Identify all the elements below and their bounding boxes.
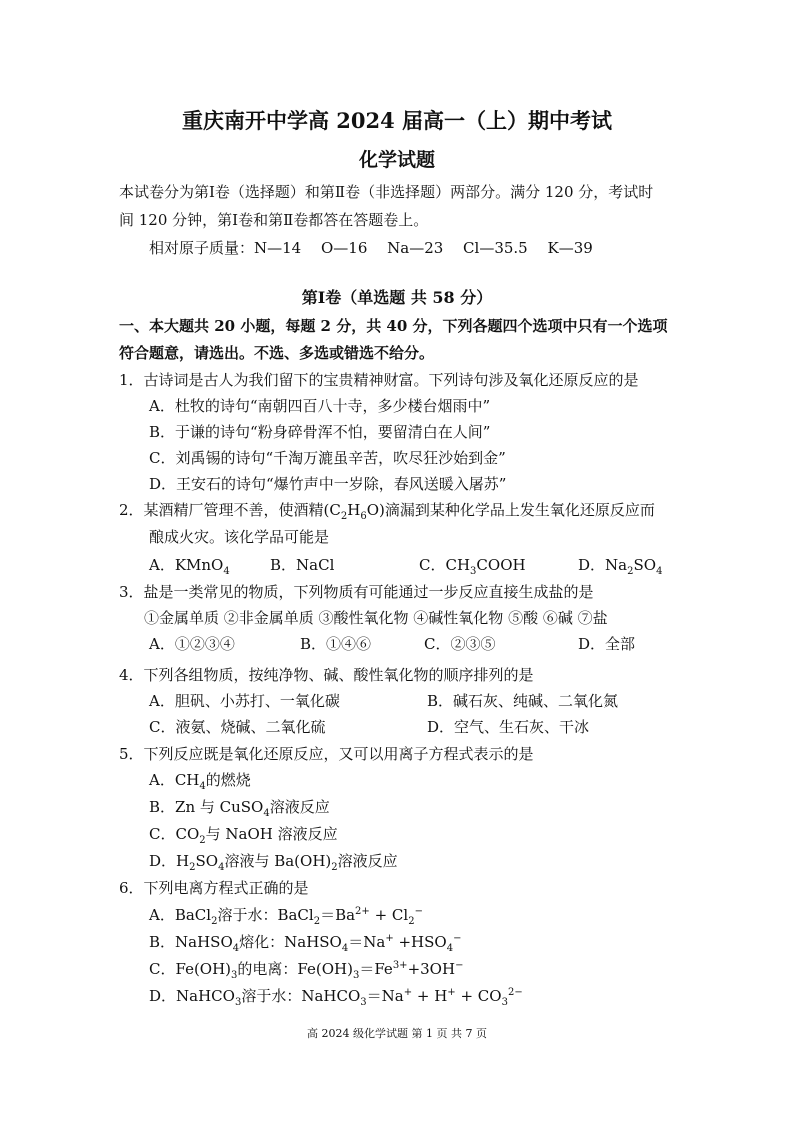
- exam-title: 重庆南开中学高 2024 届高一（上）期中考试: [181, 108, 613, 133]
- q6-option-d: D．NaHCO$_3$溶于水：NaHCO$_3$＝Na+ + $H^+ + CO_3^{2-}$: [149, 987, 523, 1008]
- section-instruction-1: 一、本大题共 20 小题，每题 2 分，共 40 分，下列各题四个选项中只有一个选项: [119, 317, 668, 335]
- q6-option-c: C．$Fe(OH)_3$的电离：$Fe(OH)_3=Fe^{3+}+3OH^-$: [149, 960, 464, 981]
- q4-stem: 4．下列各组物质，按纯净物、碱、酸性氧化物的顺序排列的是: [119, 666, 534, 684]
- q4-option-c: C．液氨、烧碱、二氧化硫: [149, 718, 326, 736]
- section-instruction-2: 符合题意，请选出。不选、多选或错选不给分。: [119, 344, 435, 362]
- q1-option-c: C．刘禹锡的诗句“千淘万漉虽辛苦，吹尽狂沙始到金”: [149, 449, 506, 467]
- q1-option-d: D．王安石的诗句“爆竹声中一岁除，春风送暖入屠苏”: [149, 475, 507, 493]
- page-footer: 高 2024 级化学试题 第 1 页 共 7 页: [307, 1027, 487, 1040]
- q1-option-b: B．于谦的诗句“粉身碎骨浑不怕，要留清白在人间”: [149, 423, 491, 441]
- q5-option-d: D．$H_2SO_4$溶液与 $Ba(OH)_2$溶液反应: [149, 852, 398, 873]
- q2-option-c: C．$CH_3COOH$: [419, 556, 526, 577]
- q2-option-a: A．KMnO$_4$: [149, 556, 230, 577]
- q2-stem: 2．某酒精厂管理不善，使酒精$(C_2H_6O)$滴漏到某种化学品上发生氧化还原反应而: [119, 501, 655, 522]
- q3-option-b: B．①④⑥: [300, 635, 372, 653]
- q2-option-d: D．$Na_2SO_4$: [578, 556, 663, 577]
- q3-list: ①金属单质 ②非金属单质 ③酸性氧化物 ④碱性氧化物 ⑤酸 ⑥碱 ⑦盐: [144, 609, 608, 627]
- q5-option-c: C．$CO_2$与 NaOH 溶液反应: [149, 825, 338, 846]
- q5-option-b: B．Zn 与 CuSO$_4$溶液反应: [149, 798, 330, 819]
- section-title: 第Ⅰ卷（单选题 共 58 分）: [301, 288, 493, 307]
- q3-stem: 3．盐是一类常见的物质，下列物质有可能通过一步反应直接生成盐的是: [119, 583, 594, 601]
- q6-option-b: B．NaHSO$_4$熔化：NaHSO$_4$＝Na+ $+HSO_4^-$: [149, 933, 462, 954]
- q2-option-b: B．NaCl: [270, 556, 335, 574]
- intro-line-2: 间 120 分钟，第Ⅰ卷和第Ⅱ卷都答在答题卷上。: [119, 211, 429, 229]
- atomic-mass-line: 相对原子质量：N—14 O—16 Na—23 Cl—35.5 K—39: [149, 239, 593, 257]
- q6-stem: 6．下列电离方程式正确的是: [119, 879, 309, 897]
- q5-stem: 5．下列反应既是氧化还原反应，又可以用离子方程式表示的是: [119, 745, 534, 763]
- q5-option-a: A．$CH_4$的燃烧: [149, 771, 251, 792]
- q6-option-a: A．BaCl$_2$溶于水：$BaCl_2=Ba^{2+} + Cl_2^-$: [149, 906, 423, 927]
- intro-line-1: 本试卷分为第Ⅰ卷（选择题）和第Ⅱ卷（非选择题）两部分。满分 120 分，考试时: [119, 183, 654, 201]
- q4-option-d: D．空气、生石灰、干冰: [427, 718, 590, 736]
- q4-option-b: B．碱石灰、纯碱、二氧化氮: [427, 692, 619, 710]
- q3-option-a: A．①②③④: [149, 635, 235, 653]
- exam-subtitle: 化学试题: [358, 149, 435, 171]
- q2-stem-line-2: 酿成火灾。该化学品可能是: [149, 528, 330, 546]
- q4-option-a: A．胆矾、小苏打、一氧化碳: [149, 692, 340, 710]
- q3-option-d: D．全部: [578, 635, 636, 653]
- q1-option-a: A．杜牧的诗句“南朝四百八十寺，多少楼台烟雨中”: [149, 397, 491, 415]
- q3-option-c: C．②③⑤: [424, 635, 496, 653]
- q1-stem: 1．古诗词是古人为我们留下的宝贵精神财富。下列诗句涉及氧化还原反应的是: [119, 371, 639, 389]
